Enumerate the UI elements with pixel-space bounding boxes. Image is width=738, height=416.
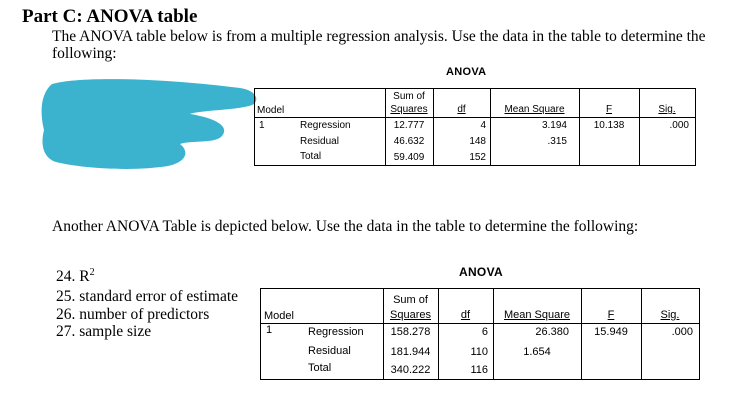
t2-header-f: F — [607, 309, 615, 321]
t2-row-source: Regression — [308, 326, 364, 338]
t2-row-ms: 1.654 — [523, 346, 551, 358]
t2-header-df: df — [460, 309, 471, 321]
t1-row-source: Total — [300, 151, 322, 162]
t2-row-df: 116 — [470, 364, 488, 376]
t2-row-source: Total — [308, 362, 332, 374]
t1-row-f: 10.138 — [593, 120, 625, 131]
table1-title: ANOVA — [446, 66, 487, 78]
question-26: 26. number of predictors — [56, 306, 210, 323]
redaction-scribble — [40, 74, 260, 170]
t1-model-number: 1 — [259, 120, 265, 131]
t2-row-ss: 340.222 — [390, 364, 431, 376]
intro-line-2: following: — [52, 45, 117, 62]
t1-header-ss-top: Sum of — [393, 91, 425, 102]
t1-row-source: Residual — [300, 136, 339, 147]
t1-row-ss: 12.777 — [393, 120, 425, 131]
t2-row-sig: .000 — [671, 326, 693, 338]
t2-header-ss-bottom: Squares — [390, 309, 431, 321]
t2-row-ms: 26.380 — [535, 326, 569, 338]
t2-row-df: 6 — [481, 326, 488, 338]
question-24: 24. $R^2$ — [56, 266, 95, 285]
t1-header-f: F — [605, 104, 613, 115]
t1-row-ms: 3.194 — [541, 120, 567, 131]
question-25: 25. standard error of estimate — [56, 288, 239, 305]
t1-header-ss-bottom: Squares — [390, 104, 428, 115]
t2-header-model: Model — [264, 310, 294, 322]
t1-row-source: Regression — [300, 120, 351, 131]
t2-row-ss: 158.278 — [390, 326, 431, 338]
t1-header-ms: Mean Square — [504, 104, 565, 115]
anova-table-1 — [254, 88, 696, 166]
t1-row-sig: .000 — [669, 120, 689, 131]
t2-row-ss: 181.944 — [390, 346, 431, 358]
table2-title: ANOVA — [459, 265, 503, 279]
t2-header-ss-top: Sum of — [393, 294, 428, 306]
t2-row-df: 110 — [470, 346, 488, 358]
t1-row-df: 4 — [480, 120, 486, 131]
part-title: Part C: ANOVA table — [22, 6, 198, 27]
t1-row-df: 152 — [469, 152, 486, 163]
t2-model-number: 1 — [266, 324, 273, 336]
t1-header-model: Model — [257, 105, 285, 116]
t1-header-sig: Sig. — [658, 104, 676, 115]
t1-row-df: 148 — [469, 136, 486, 147]
t2-row-source: Residual — [308, 345, 351, 357]
intro-line-1: The ANOVA table below is from a multiple regression analysis. Use the data in the table to determine the — [52, 28, 706, 45]
t1-row-ss: 59.409 — [393, 152, 425, 163]
question-27: 27. sample size — [56, 323, 152, 340]
t1-row-ss: 46.632 — [393, 136, 425, 147]
second-intro: Another ANOVA Table is depicted below. Use the data in the table to determine the following: — [52, 218, 639, 235]
t2-header-ms: Mean Square — [503, 309, 571, 321]
t2-row-f: 15.949 — [594, 326, 628, 338]
t1-header-df: df — [457, 104, 466, 115]
anova-table-2 — [260, 288, 700, 380]
t2-header-sig: Sig. — [660, 309, 680, 321]
t1-row-ms: .315 — [547, 136, 567, 147]
